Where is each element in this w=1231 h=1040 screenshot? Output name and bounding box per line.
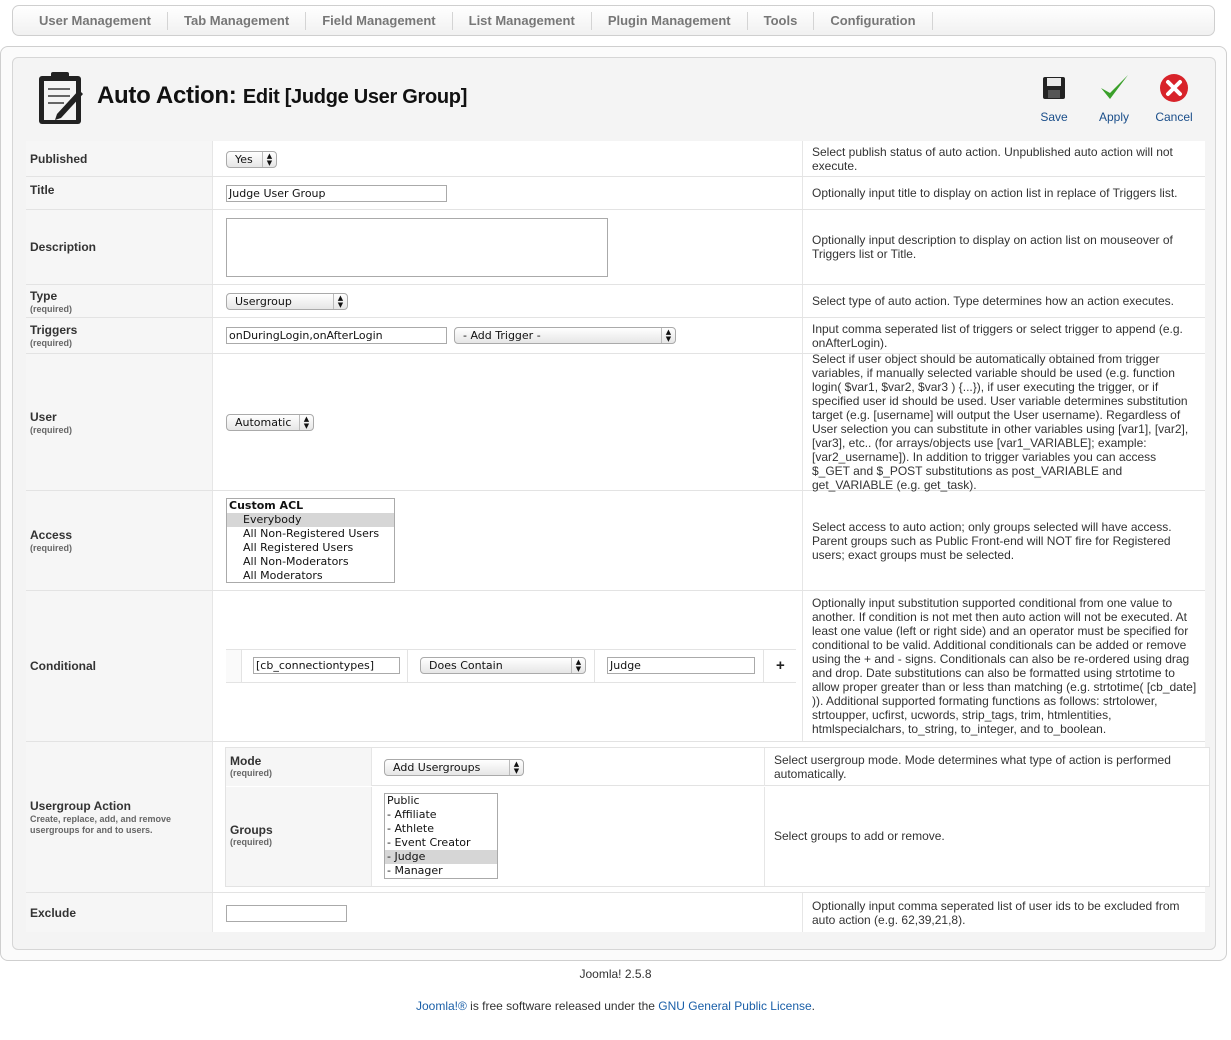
menu-list-management[interactable]: List Management [453, 12, 592, 30]
menu-user-management[interactable]: User Management [23, 12, 168, 30]
mode-label-cell [226, 748, 372, 786]
conditional-operator-select[interactable] [420, 657, 586, 674]
drag-handle[interactable] [226, 650, 242, 682]
save-icon [1038, 72, 1070, 104]
description-desc: Optionally input description to display on action list on mouseover of Triggers list or Title. [802, 210, 1205, 284]
group-option[interactable]: - Event Creator [387, 836, 471, 849]
page-header [13, 58, 1215, 138]
menu-field-management[interactable]: Field Management [306, 12, 452, 30]
row-description [26, 210, 1205, 285]
page-title-main: Auto Action: [97, 82, 237, 109]
triggers-input[interactable]: onDuringLogin,onAfterLogin [226, 327, 447, 344]
add-trigger-value: - Add Trigger - [463, 329, 541, 342]
row-title [26, 177, 1205, 210]
groups-row [226, 787, 1209, 886]
usergroup-help: Create, replace, add, and remove usergroups for and to users. [30, 813, 172, 835]
row-triggers [26, 318, 1205, 354]
published-label: Published [30, 151, 88, 166]
exclude-label: Exclude [30, 905, 77, 920]
usergroup-subtable [225, 747, 1210, 887]
select-arrows-icon: ▲ ▼ [262, 152, 276, 167]
mode-label: Mode [230, 754, 262, 768]
divider [763, 650, 764, 682]
triggers-desc: Input comma seperated list of triggers or select trigger to append (e.g. onAfterLogin). [802, 318, 1205, 353]
user-select[interactable] [226, 414, 314, 431]
access-label-cell [26, 491, 213, 590]
row-type [26, 285, 1205, 318]
access-required: (required) [30, 543, 73, 553]
exclude-value-cell [214, 893, 802, 932]
triggers-required: (required) [30, 338, 73, 348]
title-label-cell [26, 177, 213, 209]
select-arrows-icon: ▲ ▼ [571, 658, 585, 673]
published-desc: Select publish status of auto action. Unpublished auto action will not execute. [802, 141, 1205, 176]
type-label-cell [26, 285, 213, 317]
menu-tab-management[interactable]: Tab Management [168, 12, 306, 30]
access-group-label: Custom ACL [229, 499, 304, 512]
page-title-sub: Edit [Judge User Group] [242, 86, 468, 108]
divider [407, 650, 408, 682]
gnu-license-link[interactable]: GNU General Public License [658, 999, 812, 1013]
mode-value: Add Usergroups [393, 761, 481, 774]
mode-select[interactable] [384, 759, 524, 776]
group-option[interactable]: - Manager [387, 864, 443, 877]
mode-required: (required) [230, 768, 273, 778]
group-option[interactable]: - Affiliate [387, 808, 437, 821]
published-label-cell [26, 141, 213, 176]
exclude-label-cell [26, 893, 213, 932]
triggers-value-cell [214, 318, 802, 353]
footer-middle-text: is free software released under the [466, 999, 659, 1013]
cancel-icon [1158, 72, 1190, 104]
description-label: Description [30, 240, 97, 254]
row-published [26, 141, 1205, 177]
select-arrows-icon: ▲ ▼ [333, 294, 347, 309]
conditional-label-cell [26, 591, 213, 741]
user-value-cell [214, 354, 802, 490]
select-arrows-icon: ▲ ▼ [509, 760, 523, 775]
row-access [26, 491, 1205, 591]
menu-configuration[interactable]: Configuration [814, 12, 932, 30]
select-arrows-icon: ▲ ▼ [661, 328, 675, 343]
usergroup-label: Usergroup Action [30, 798, 131, 813]
type-desc: Select type of auto action. Type determines how an action executes. [802, 285, 1205, 317]
conditional-label: Conditional [30, 659, 96, 673]
add-conditional-button[interactable]: + [776, 657, 785, 674]
footer-end-text: . [811, 999, 816, 1013]
description-label-cell [26, 210, 213, 284]
select-arrows-icon: ▲ ▼ [299, 415, 313, 430]
published-select[interactable] [226, 151, 277, 168]
groups-label-cell [226, 787, 372, 886]
type-select[interactable] [226, 293, 348, 310]
description-textarea[interactable] [226, 218, 608, 277]
usergroup-label-cell [26, 742, 213, 892]
triggers-label: Triggers [30, 323, 78, 337]
groups-label: Groups [230, 823, 273, 837]
cancel-label: Cancel [1155, 110, 1193, 124]
title-desc: Optionally input title to display on action list in replace of Triggers list. [802, 177, 1205, 209]
top-menu [12, 5, 1215, 36]
access-option[interactable]: Everybody [227, 513, 394, 527]
description-value-cell [214, 210, 802, 284]
row-user [26, 354, 1205, 491]
checkmark-icon [1098, 72, 1130, 104]
menu-tools[interactable]: Tools [748, 12, 815, 30]
content-area [12, 57, 1216, 950]
divider [594, 650, 595, 682]
published-value-cell [214, 141, 802, 176]
title-value-cell [214, 177, 802, 209]
save-button[interactable] [1025, 72, 1083, 132]
apply-label: Apply [1098, 110, 1130, 124]
conditional-operator-value: Does Contain [429, 659, 503, 672]
edit-form [26, 141, 1205, 932]
access-value-cell [214, 491, 802, 590]
row-exclude [26, 893, 1205, 932]
access-desc: Select access to auto action; only groups selected will have access. Parent groups such as Public Front-end will NOT fire for Registered users; exact groups must be selected. [802, 491, 1205, 590]
joomla-link[interactable]: Joomla!® [415, 999, 467, 1013]
page-title [97, 82, 467, 110]
type-required: (required) [30, 303, 73, 314]
access-listbox[interactable] [226, 498, 395, 583]
groups-required: (required) [230, 837, 273, 847]
access-option[interactable]: All Non-Registered Users [243, 527, 380, 540]
access-option[interactable]: All Registered Users [243, 541, 354, 554]
clipboard-icon [35, 70, 87, 126]
access-option[interactable]: All Moderators [243, 569, 323, 582]
footer-license [0, 999, 1231, 1013]
mode-row [226, 748, 1209, 786]
menu-plugin-management[interactable]: Plugin Management [592, 12, 748, 30]
user-desc: Select if user object should be automatically obtained from trigger variables, if manually selected variable should be used (e.g. function login( $var1, $var2, $var3 ) {...}), if user executing the trigger, or if specified user id should be used. User variable determines substitution target (e.g. [username] will output the User username). Regardless of User selection you can substitute in other variables using [var1], [var2], [var3], etc.. (for arrays/objects use [var1_VARIABLE]; example: [var2_username]). In addition to trigger variables you can access $_GET and $_POST substitutions as post_VARIABLE and get_VARIABLE (e.g. get_task). [802, 354, 1205, 490]
group-option[interactable]: Public [387, 794, 420, 807]
save-label: Save [1040, 110, 1068, 124]
footer-version: Joomla! 2.5.8 [579, 967, 652, 981]
title-input[interactable]: Judge User Group [226, 185, 447, 202]
groups-desc: Select groups to add or remove. [764, 787, 1209, 886]
conditional-row [226, 649, 796, 683]
access-label: Access [30, 528, 73, 542]
exclude-input[interactable] [226, 905, 347, 922]
group-option[interactable]: - Athlete [387, 822, 434, 835]
conditional-desc: Optionally input substitution supported conditional from one value to another. If condition is not met then auto action will not be executed. At least one value (left or right side) and an operator must be specified for conditional to be valid. Additional conditionals can be added or remove using the + and - signs. Conditionals can also be re-ordered using drag and drop. Date substitutions can also be formatted using strtotime to allow proper greater than or less than matching (e.g. strtotime( [cb_date] )). Additional supported formating functions as follows: strtolower, strtoupper, ucfirst, ucwords, strip_tags, trim, htmlentities, htmlspecialchars, to_string, to_integer, and to_boolean. [802, 591, 1205, 741]
add-trigger-select[interactable] [454, 327, 676, 344]
access-option[interactable]: All Non-Moderators [243, 555, 349, 568]
conditional-right-input[interactable]: Judge [607, 657, 755, 674]
type-value-cell [214, 285, 802, 317]
cancel-button[interactable] [1145, 72, 1203, 132]
triggers-label-cell [26, 318, 213, 353]
groups-listbox[interactable] [384, 793, 498, 879]
exclude-desc: Optionally input comma seperated list of user ids to be excluded from auto action (e.g. 62,39,21,8). [802, 893, 1205, 932]
user-label: User [30, 409, 57, 424]
type-value: Usergroup [235, 295, 292, 308]
title-label: Title [30, 183, 55, 197]
user-required: (required) [30, 424, 73, 435]
type-label: Type [30, 288, 58, 303]
row-conditional [26, 591, 1205, 742]
main-panel [0, 46, 1227, 961]
apply-button[interactable] [1085, 72, 1143, 132]
mode-desc: Select usergroup mode. Mode determines what type of action is performed automatically. [764, 748, 1209, 786]
user-label-cell [26, 354, 213, 490]
row-usergroup-action [26, 742, 1205, 893]
published-value: Yes [235, 153, 253, 166]
group-option[interactable]: - Judge [385, 850, 497, 864]
user-value: Automatic [235, 416, 292, 429]
conditional-value-cell [214, 591, 802, 741]
conditional-left-input[interactable]: [cb_connectiontypes] [253, 657, 400, 674]
